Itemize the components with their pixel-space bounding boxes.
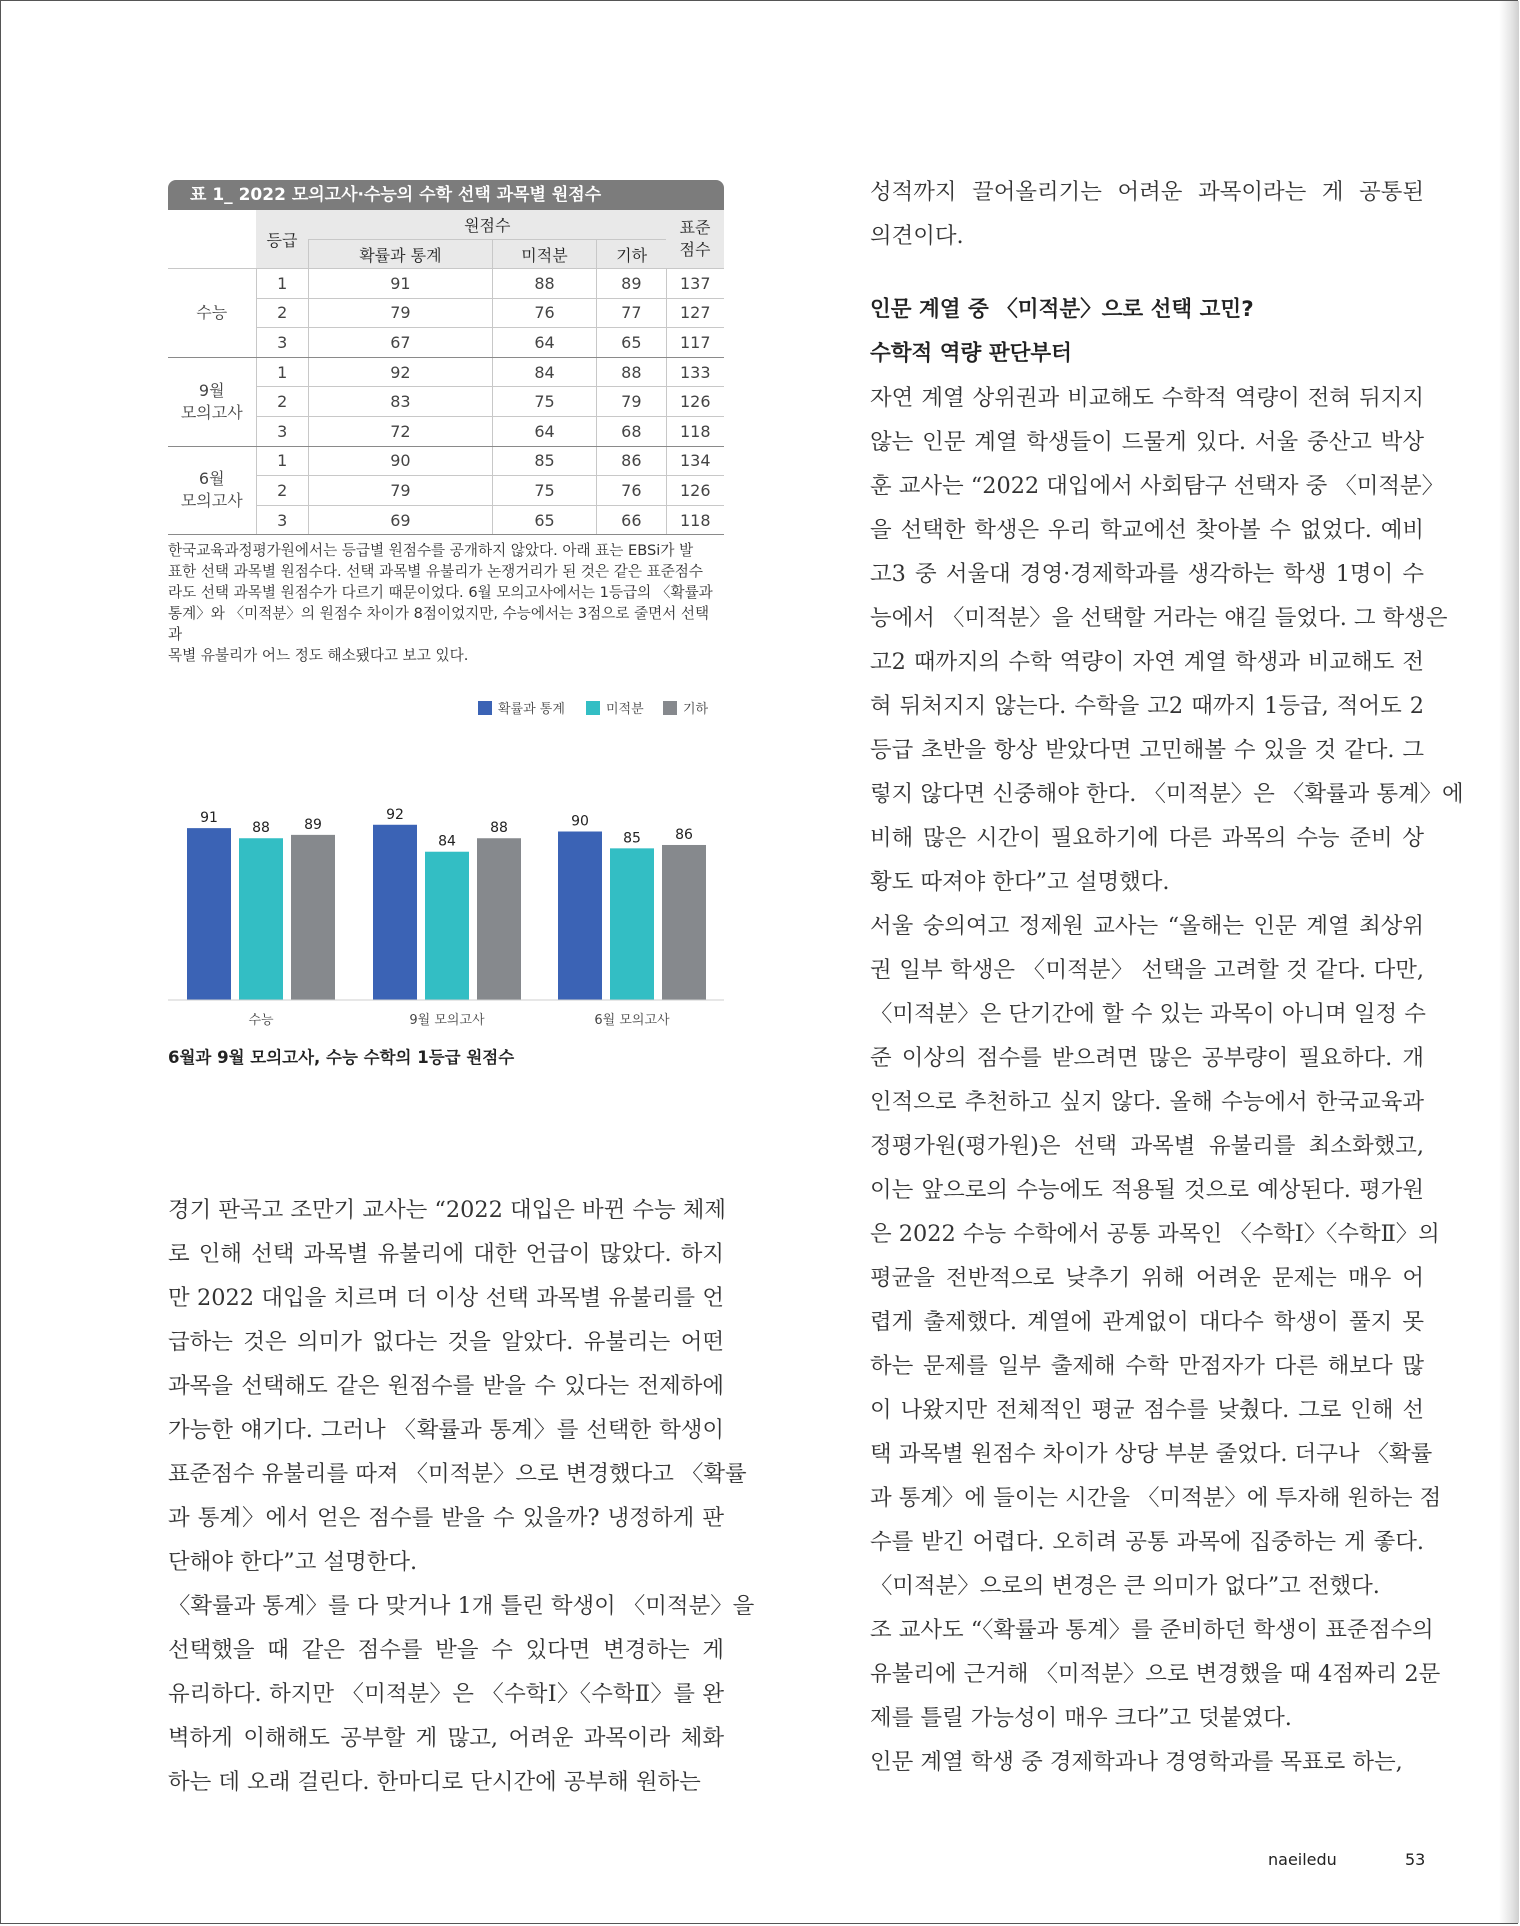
table-cell: 1 [256, 357, 309, 387]
table-header-subject: 미적분 [492, 240, 596, 269]
table-title: 표 1_ 2022 모의고사·수능의 수학 선택 과목별 원점수 [168, 180, 724, 210]
text-line: 렵게 출제했다. 계열에 관계없이 대다수 학생이 풀지 못 [870, 1309, 1424, 1335]
section-heading: 인문 계열 중 〈미적분〉으로 선택 고민? [870, 297, 1254, 322]
text-line: 〈확률과 통계〉를 다 맞거나 1개 틀린 학생이 〈미적분〉을 [168, 1593, 755, 1619]
table-header-std-line1: 표준 [679, 218, 711, 237]
table-cell: 85 [492, 446, 596, 476]
table-cell: 69 [309, 505, 493, 535]
text-line: 평균을 전반적으로 낮추기 위해 어려운 문제는 매우 어 [870, 1265, 1424, 1291]
text-line: 벽하게 이해해도 공부할 게 많고, 어려운 과목이라 체화 [168, 1725, 724, 1751]
table-cell: 75 [492, 387, 596, 417]
table-cell: 79 [309, 476, 493, 506]
group-label-line: 6월 [198, 469, 225, 489]
page-number: 53 [1405, 1850, 1426, 1869]
text-line: 과 통계〉에서 얻은 점수를 받을 수 있을까? 냉정하게 판 [168, 1505, 724, 1531]
text-line: 자연 계열 상위권과 비교해도 수학적 역량이 전혀 뒤지지 [870, 385, 1424, 411]
table-cell: 134 [666, 446, 724, 476]
bar [291, 835, 335, 1000]
table-header-subject: 확률과 통계 [309, 240, 493, 269]
bar-value-label: 89 [304, 816, 322, 833]
text-line: 않는 인문 계열 학생들이 드물게 있다. 서울 중산고 박상 [870, 429, 1424, 455]
text-line: 과 통계〉에 들이는 시간을 〈미적분〉에 투자해 원하는 점 [870, 1485, 1442, 1511]
table-cell: 3 [256, 328, 309, 358]
bar [610, 848, 654, 1000]
bar-value-label: 88 [252, 820, 270, 837]
text-line: 렇지 않다면 신중해야 한다. 〈미적분〉은 〈확률과 통계〉에 [870, 781, 1464, 807]
footer-brand: naeiledu [1268, 1850, 1337, 1869]
bar [477, 838, 521, 1000]
text-line: 고2 때까지의 수학 역량이 자연 계열 학생과 비교해도 전 [870, 649, 1424, 675]
table-header-raw: 원점수 [309, 210, 667, 240]
table-row [168, 269, 724, 299]
table-cell: 83 [309, 387, 493, 417]
category-label: 6월 모의고사 [594, 1013, 670, 1028]
text-line: 황도 따져야 한다”고 설명했다. [870, 869, 1170, 895]
bar [425, 852, 469, 1000]
group-label-line: 모의고사 [180, 402, 243, 422]
table-cell: 92 [309, 357, 493, 387]
text-line: 단해야 한다”고 설명한다. [168, 1549, 418, 1575]
table-row [168, 446, 724, 476]
right-body-text [870, 170, 1464, 1784]
table-cell: 117 [666, 328, 724, 358]
table-cell: 66 [597, 505, 666, 535]
text-line: 수를 받긴 어렵다. 오히려 공통 과목에 집중하는 게 좋다. [870, 1529, 1424, 1555]
bar [662, 845, 706, 1000]
text-line: 성적까지 끌어올리기는 어려운 과목이라는 게 공통된 [870, 179, 1424, 205]
text-line: 로 인해 선택 과목별 유불리에 대한 언급이 많았다. 하지 [168, 1241, 724, 1267]
text-line: 권 일부 학생은 〈미적분〉 선택을 고려할 것 같다. 다만, [870, 957, 1424, 983]
chart-caption: 6월과 9월 모의고사, 수능 수학의 1등급 원점수 [168, 1048, 515, 1067]
text-line: 능에서 〈미적분〉을 선택할 거라는 얘길 들었다. 그 학생은 [870, 605, 1448, 631]
text-line: 은 2022 수능 수학에서 공통 과목인 〈수학Ⅰ〉〈수학Ⅱ〉의 [870, 1221, 1440, 1247]
text-line: 유불리에 근거해 〈미적분〉으로 변경했을 때 4점짜리 2문 [870, 1661, 1441, 1687]
table-row [168, 357, 724, 387]
text-line: 고3 중 서울대 경영·경제학과를 생각하는 학생 1명이 수 [870, 561, 1424, 587]
table-cell: 3 [256, 505, 309, 535]
note-line: 라도 선택 과목별 원점수가 다르기 때문이었다. 6월 모의고사에서는 1등급의 〈확률과 [168, 584, 713, 601]
table-cell: 68 [597, 416, 666, 446]
table-cell: 79 [597, 387, 666, 417]
table-cell: 126 [666, 387, 724, 417]
page-fold-shadow [1499, 1, 1519, 1923]
table-cell: 137 [666, 269, 724, 299]
note-line: 통계〉와 〈미적분〉의 원점수 차이가 8점이었지만, 수능에서는 3점으로 줄면서 선택 과 [168, 605, 710, 643]
table-cell: 1 [256, 446, 309, 476]
bar [373, 825, 417, 1000]
legend-label: 확률과 통계 [498, 702, 565, 717]
text-line: 과목을 선택해도 같은 원점수를 받을 수 있다는 전제하에 [168, 1373, 724, 1399]
table-header-std [666, 210, 724, 269]
table-cell: 86 [597, 446, 666, 476]
bar [187, 828, 231, 1000]
table-cell: 2 [256, 476, 309, 506]
table-cell: 88 [597, 357, 666, 387]
bar-value-label: 88 [490, 820, 508, 837]
text-line: 경기 판곡고 조만기 교사는 “2022 대입은 바뀐 수능 체제 [168, 1197, 726, 1223]
left-body-text [168, 1188, 755, 1804]
text-line: 인적으로 추천하고 싶지 않다. 올해 수능에서 한국교육과 [870, 1089, 1424, 1115]
score-table [168, 210, 724, 535]
text-line: 의견이다. [870, 223, 964, 249]
table-cell: 64 [492, 328, 596, 358]
text-line: 〈미적분〉으로의 변경은 큰 의미가 없다”고 전했다. [870, 1573, 1380, 1599]
text-line: 준 이상의 점수를 받으려면 많은 공부량이 필요하다. 개 [870, 1045, 1424, 1071]
text-line: 조 교사도 “〈확률과 통계〉를 준비하던 학생이 표준점수의 [870, 1617, 1434, 1643]
text-line: 훈 교사는 “2022 대입에서 사회탐구 선택자 중 〈미적분〉 [870, 473, 1444, 499]
table-cell: 72 [309, 416, 493, 446]
legend-swatch [586, 701, 600, 715]
text-line: 선택했을 때 같은 점수를 받을 수 있다면 변경하는 게 [168, 1637, 724, 1663]
table-header-grade: 등급 [256, 210, 309, 269]
table-cell: 118 [666, 505, 724, 535]
table-cell: 65 [492, 505, 596, 535]
table-cell: 75 [492, 476, 596, 506]
group-label-line: 수능 [196, 302, 228, 322]
bar [558, 832, 602, 1001]
text-line: 정평가원(평가원)은 선택 과목별 유불리를 최소화했고, [870, 1133, 1424, 1159]
category-label: 수능 [248, 1013, 274, 1028]
table-group-label [168, 357, 256, 446]
group-label-line: 9월 [198, 380, 225, 400]
table-group-label [168, 269, 256, 358]
text-line: 등급 초반을 항상 받았다면 고민해볼 수 있을 것 같다. 그 [870, 737, 1424, 763]
bar-value-label: 84 [438, 833, 456, 850]
table-cell: 84 [492, 357, 596, 387]
text-line: 이 나왔지만 전체적인 평균 점수를 낮췄다. 그로 인해 선 [870, 1397, 1424, 1423]
text-line: 혀 뒤처지지 않는다. 수학을 고2 때까지 1등급, 적어도 2 [870, 693, 1424, 719]
text-line: 제를 틀릴 가능성이 매우 크다”고 덧붙였다. [870, 1705, 1292, 1731]
legend-label: 기하 [683, 702, 709, 717]
table-header-subject: 기하 [597, 240, 666, 269]
text-line: 가능한 얘기다. 그러나 〈확률과 통계〉를 선택한 학생이 [168, 1417, 724, 1443]
table-header-std-line2: 점수 [679, 240, 711, 259]
table-header-blank [168, 210, 256, 269]
table-cell: 65 [597, 328, 666, 358]
text-line: 서울 숭의여고 정제원 교사는 “올해는 인문 계열 최상위 [870, 913, 1424, 939]
group-label-line: 모의고사 [180, 491, 243, 511]
table-cell: 91 [309, 269, 493, 299]
note-line: 한국교육과정평가원에서는 등급별 원점수를 공개하지 않았다. 아래 표는 EBSi가 발 [168, 542, 694, 559]
legend-label: 미적분 [606, 702, 644, 717]
text-line: 인문 계열 학생 중 경제학과나 경영학과를 목표로 하는, [870, 1749, 1403, 1775]
text-line: 〈미적분〉은 단기간에 할 수 있는 과목이 아니며 일정 수 [870, 1001, 1426, 1027]
table-cell: 126 [666, 476, 724, 506]
score-table-block [168, 180, 724, 535]
table-cell: 133 [666, 357, 724, 387]
table-cell: 76 [492, 298, 596, 328]
bar [239, 838, 283, 1000]
text-line: 비해 많은 시간이 필요하기에 다른 과목의 수능 준비 상 [870, 825, 1424, 851]
note-line: 목별 유불리가 어느 정도 해소됐다고 보고 있다. [168, 647, 469, 664]
table-cell: 118 [666, 416, 724, 446]
text-line: 하는 문제를 일부 출제해 수학 만점자가 다른 해보다 많 [870, 1353, 1424, 1379]
table-cell: 2 [256, 298, 309, 328]
bar-value-label: 92 [386, 806, 404, 823]
text-line: 택 과목별 원점수 차이가 상당 부분 줄었다. 더구나 〈확률 [870, 1441, 1433, 1467]
text-line: 을 선택한 학생은 우리 학교에선 찾아볼 수 없었다. 예비 [870, 517, 1424, 543]
table-cell: 127 [666, 298, 724, 328]
bar-value-label: 85 [623, 830, 641, 847]
legend-swatch [478, 701, 492, 715]
table-cell: 67 [309, 328, 493, 358]
text-line: 표준점수 유불리를 따져 〈미적분〉으로 변경했다고 〈확률 [168, 1461, 747, 1487]
table-body [168, 269, 724, 535]
bar-value-label: 91 [200, 810, 218, 827]
text-line: 만 2022 대입을 치르며 더 이상 선택 과목별 유불리를 언 [168, 1285, 724, 1311]
text-line: 유리하다. 하지만 〈미적분〉은 〈수학Ⅰ〉〈수학Ⅱ〉를 완 [168, 1681, 724, 1707]
table-cell: 3 [256, 416, 309, 446]
note-line: 표한 선택 과목별 원점수다. 선택 과목별 유불리가 논쟁거리가 된 것은 같은 표준점수 [168, 563, 703, 580]
table-cell: 2 [256, 387, 309, 417]
table-cell: 77 [597, 298, 666, 328]
table-cell: 90 [309, 446, 493, 476]
table-cell: 79 [309, 298, 493, 328]
text-line: 급하는 것은 의미가 없다는 것을 알았다. 유불리는 어떤 [168, 1329, 724, 1355]
category-label: 9월 모의고사 [409, 1013, 485, 1028]
text-line: 이는 앞으로의 수능에도 적용될 것으로 예상된다. 평가원 [870, 1177, 1424, 1203]
section-heading: 수학적 역량 판단부터 [870, 341, 1072, 366]
text-line: 하는 데 오래 걸린다. 한마디로 단시간에 공부해 원하는 [168, 1769, 701, 1795]
section-gap [870, 258, 1424, 288]
bar-value-label: 86 [675, 826, 693, 843]
bar-value-label: 90 [571, 813, 589, 830]
legend-swatch [663, 701, 677, 715]
table-cell: 64 [492, 416, 596, 446]
table-cell: 88 [492, 269, 596, 299]
table-cell: 1 [256, 269, 309, 299]
table-note [168, 540, 724, 666]
table-cell: 89 [597, 269, 666, 299]
bar-chart [168, 690, 724, 1030]
table-group-label [168, 446, 256, 535]
table-cell: 76 [597, 476, 666, 506]
